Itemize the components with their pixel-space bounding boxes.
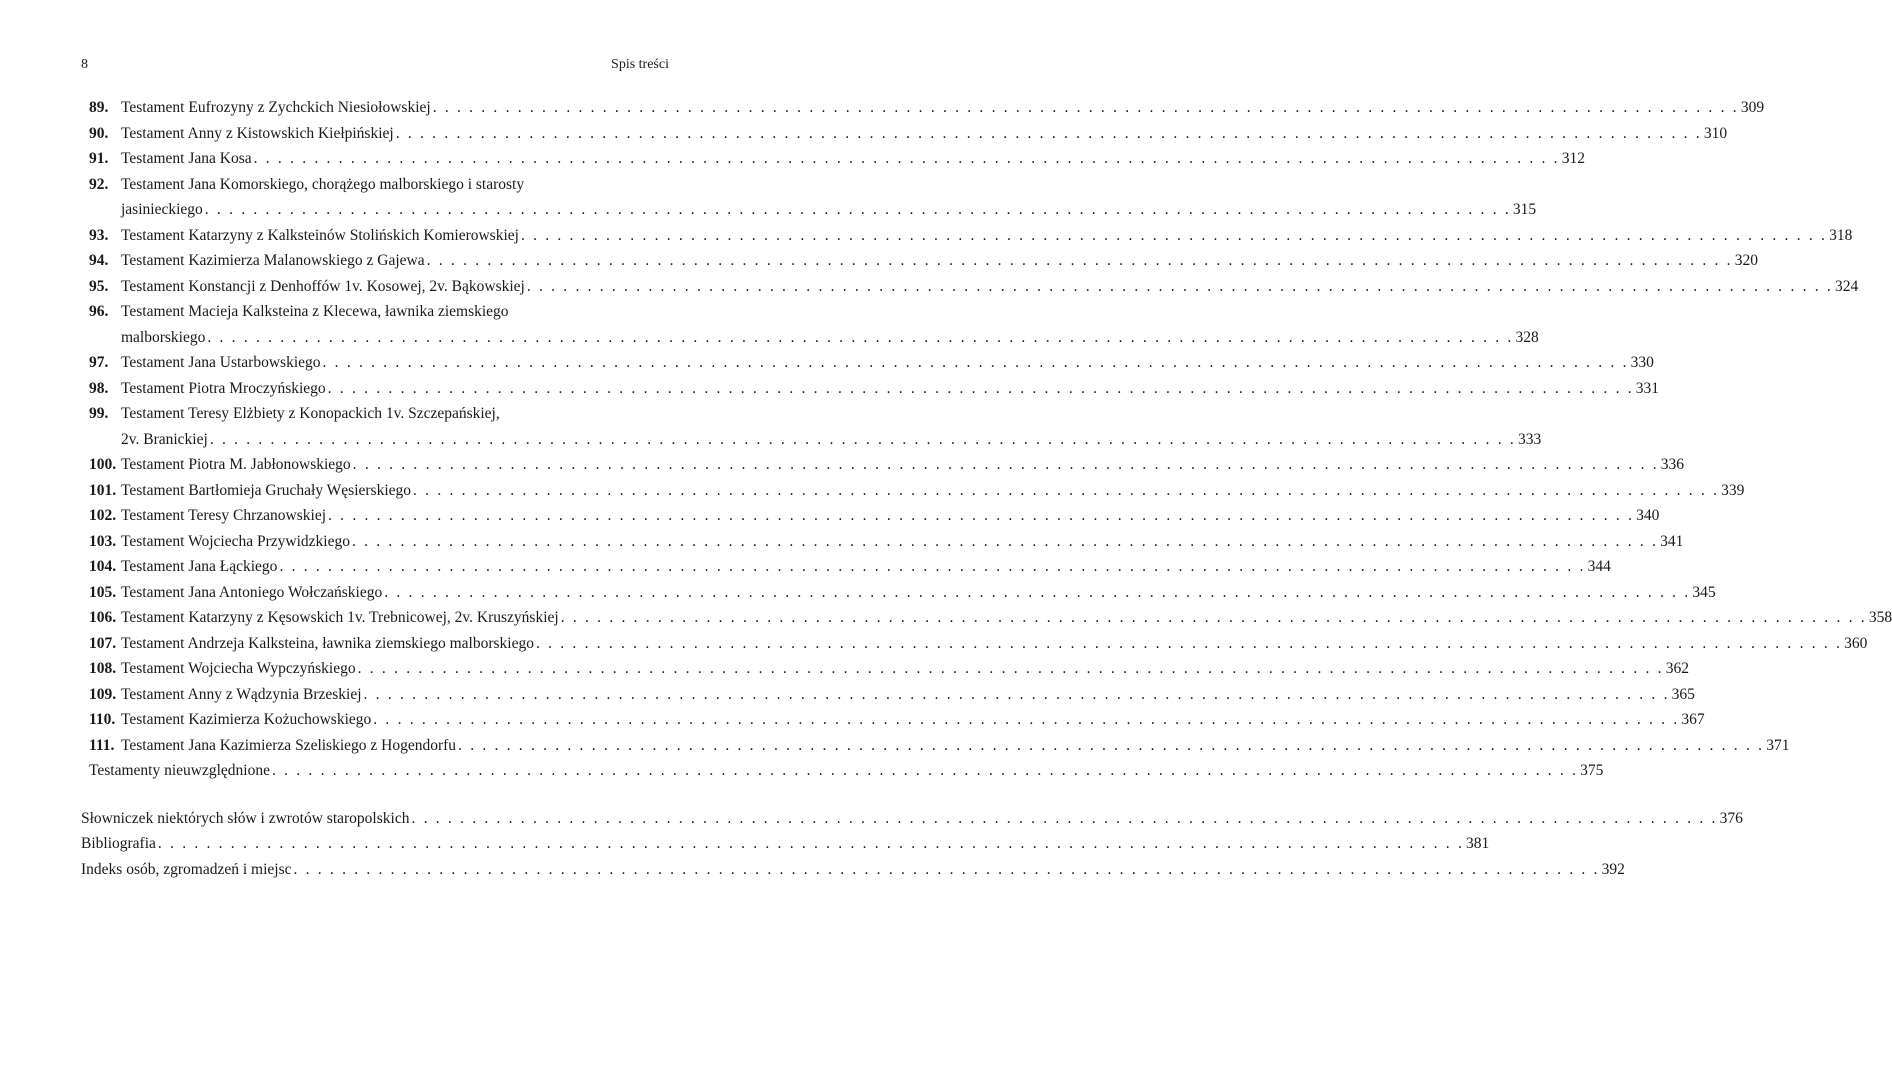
dot-leader: . . . . . . . . . . . . . . . . . . . . . . . . . . . . . . . . . . . . . . . . . . . . . . . . . . . . . . . . . . . . . . . . . . . . . . . . . . . . . . . . . . . . . . . . . . . . . . . . . . . . . . . . . . . . (328, 507, 1635, 524)
dot-leader: . . . . . . . . . . . . . . . . . . . . . . . . . . . . . . . . . . . . . . . . . . . . . . . . . . . . . . . . . . . . . . . . . . . . . . . . . . . . . . . . . . . . . . . . . . . . . . . . . . . . . . . . . . . . (253, 150, 1560, 167)
entry-lines (81, 806, 1743, 832)
dot-leader: . . . . . . . . . . . . . . . . . . . . . . . . . . . . . . . . . . . . . . . . . . . . . . . . . . . . . . . . . . . . . . . . . . . . . . . . . . . . . . . . . . . . . . . . . . . . . . . . . . . . . . . . . . . . (322, 354, 1629, 371)
entry-number: 93. (89, 226, 109, 244)
entry-title: Słowniczek niektórych słów i zwrotów staropolskich (81, 809, 410, 827)
entry-number: 89. (89, 99, 109, 116)
toc-entry (0, 274, 1859, 300)
entry-lines (121, 605, 1892, 631)
entry-title: Testament Wojciecha Wypczyńskiego (121, 660, 356, 677)
entry-lines (121, 478, 1745, 504)
entry-number: 107. (89, 634, 117, 652)
toc-line (121, 478, 1745, 504)
dot-leader: . . . . . . . . . . . . . . . . . . . . . . . . . . . . . . . . . . . . . . . . . . . . . . . . . . . . . . . . . . . . . . . . . . . . . . . . . . . . . . . . . . . . . . . . . . . . . . . . . . . . . . . . . . . . (352, 456, 1659, 473)
dot-leader: . . . . . . . . . . . . . . . . . . . . . . . . . . . . . . . . . . . . . . . . . . . . . . . . . . . . . . . . . . . . . . . . . . . . . . . . . . . . . . . . . . . . . . . . . . . . . . . . . . . . . . . . . . . . (395, 124, 1702, 142)
entry-title: Testament Piotra Mroczyńskiego (121, 379, 326, 397)
dot-leader: . . . . . . . . . . . . . . . . . . . . . . . . . . . . . . . . . . . . . . . . . . . . . . . . . . . . . . . . . . . . . . . . . . . . . . . . . . . . . . . . . . . . . . . . . . . . . . . . . . . . . . . . . . . . (327, 379, 1634, 397)
toc-line (121, 503, 1660, 529)
entry-lines (121, 376, 1660, 402)
entry-number: 111. (89, 736, 115, 754)
entry-page-number: 330 (1630, 354, 1654, 371)
entry-title: Testamenty nieuwzględnione (89, 762, 270, 779)
entry-title: Testament Katarzyny z Kęsowskich 1v. Trebnicowej, 2v. Kruszyńskiej (121, 609, 559, 626)
dot-leader: . . . . . . . . . . . . . . . . . . . . . . . . . . . . . . . . . . . . . . . . . . . . . . . . . . . . . . . . . . . . . . . . . . . . . . . . . . . . . . . . . . . . . . . . . . . . . . . . . . . . . . . . . . . . (458, 736, 1765, 754)
entry-title: malborskiego (121, 328, 206, 346)
toc-line (121, 146, 1585, 172)
running-title: Spis treści (611, 57, 669, 72)
toc-entry-back-matter (0, 857, 1625, 883)
entry-page-number: 371 (1766, 736, 1790, 754)
entry-page-number: 345 (1692, 583, 1716, 601)
entry-number: 90. (89, 124, 109, 142)
toc-entry (0, 452, 1685, 478)
entry-number: 108. (89, 660, 117, 677)
toc-entry (0, 503, 1660, 529)
page-number: 8 (81, 57, 88, 72)
entry-page-number: 392 (1601, 860, 1625, 878)
entry-lines (121, 682, 1695, 708)
entry-title: Testament Andrzeja Kalksteina, ławnika ziemskiego malborskiego (121, 634, 534, 652)
entry-title: Bibliografia (81, 835, 156, 852)
toc-entry (0, 376, 1660, 402)
entry-lines (121, 656, 1689, 682)
toc-entry (0, 350, 1654, 376)
entry-lines (121, 529, 1684, 555)
entry-title: Testament Kazimierza Kożuchowskiego (121, 711, 372, 728)
toc-entry-unconsidered (0, 758, 1604, 784)
dot-leader: . . . . . . . . . . . . . . . . . . . . . . . . . . . . . . . . . . . . . . . . . . . . . . . . . . . . . . . . . . . . . . . . . . . . . . . . . . . . . . . . . . . . . . . . . . . . . . . . . . . . . . . . . . . . (293, 860, 1600, 878)
toc-line (121, 121, 1728, 147)
entry-number: 103. (89, 532, 117, 550)
dot-leader: . . . . . . . . . . . . . . . . . . . . . . . . . . . . . . . . . . . . . . . . . . . . . . . . . . . . . . . . . . . . . . . . . . . . . . . . . . . . . . . . . . . . . . . . . . . . . . . . . . . . . . . . . . . . (413, 481, 1720, 499)
entry-page-number: 310 (1703, 124, 1728, 142)
entry-page-number: 340 (1636, 507, 1660, 524)
toc-entry (0, 172, 1537, 223)
toc-entry (0, 733, 1790, 759)
dot-leader: . . . . . . . . . . . . . . . . . . . . . . . . . . . . . . . . . . . . . . . . . . . . . . . . . . . . . . . . . . . . . . . . . . . . . . . . . . . . . . . . . . . . . . . . . . . . . . . . . . . . . . . . . . . . (520, 226, 1828, 244)
entry-title: Testament Jana Ustarbowskiego (121, 354, 321, 371)
entry-title: Testament Jana Łąckiego (121, 558, 278, 575)
entry-number: 97. (89, 354, 109, 371)
toc-line (121, 656, 1689, 682)
entry-number: 98. (89, 379, 109, 397)
entry-page-number: 328 (1515, 328, 1539, 346)
entry-page-number: 365 (1671, 685, 1695, 703)
toc-entry (0, 95, 1765, 121)
toc-entry-back-matter (0, 831, 1490, 857)
entry-lines (121, 707, 1705, 733)
toc-line (121, 197, 1537, 223)
toc-line (121, 95, 1765, 121)
table-of-contents (0, 95, 1892, 882)
entry-page-number: 341 (1660, 532, 1684, 550)
dot-leader: . . . . . . . . . . . . . . . . . . . . . . . . . . . . . . . . . . . . . . . . . . . . . . . . . . . . . . . . . . . . . . . . . . . . . . . . . . . . . . . . . . . . . . . . . . . . . . . . . . . . . . . . . . . . (411, 809, 1718, 827)
toc-entry (0, 529, 1684, 555)
entry-lines (121, 172, 1537, 223)
entry-title: Testament Anny z Wądzynia Brzeskiej (121, 685, 362, 703)
entry-page-number: 362 (1665, 660, 1689, 677)
entry-page-number: 331 (1635, 379, 1660, 397)
entry-title-line: Testament Teresy Elżbiety z Konopackich 1v. Szczepańskiej, (121, 405, 500, 422)
entry-title: 2v. Branickiej (121, 430, 208, 448)
entry-title: Testament Konstancji z Denhoffów 1v. Kosowej, 2v. Bąkowskiej (121, 277, 525, 295)
entry-page-number: 360 (1844, 634, 1868, 652)
dot-leader: . . . . . . . . . . . . . . . . . . . . . . . . . . . . . . . . . . . . . . . . . . . . . . . . . . . . . . . . . . . . . . . . . . . . . . . . . . . . . . . . . . . . . . . . . . . . . . . . . . . . . . . . . . . . (271, 762, 1579, 779)
entry-lines (121, 503, 1660, 529)
entry-lines (81, 857, 1625, 883)
dot-leader: . . . . . . . . . . . . . . . . . . . . . . . . . . . . . . . . . . . . . . . . . . . . . . . . . . . . . . . . . . . . . . . . . . . . . . . . . . . . . . . . . . . . . . . . . . . . . . . . . . . . . . . . . . . . (560, 609, 1867, 626)
entry-lines (121, 274, 1859, 300)
toc-line (121, 223, 1853, 249)
entry-title-line: Testament Macieja Kalksteina z Klecewa, ławnika ziemskiego (121, 303, 509, 320)
entry-number: 95. (89, 277, 109, 295)
entry-number: 106. (89, 609, 117, 626)
toc-line (121, 376, 1660, 402)
entry-number: 104. (89, 558, 117, 575)
entry-title: Testament Bartłomieja Gruchały Węsierskiego (121, 481, 412, 499)
entry-title: Testament Kazimierza Malanowskiego z Gajewa (121, 252, 425, 269)
toc-line (121, 248, 1758, 274)
toc-line (81, 831, 1490, 857)
toc-line (121, 274, 1859, 300)
entry-title: Testament Katarzyny z Kalksteinów Stolińskich Komierowskiej (121, 226, 519, 244)
entry-lines (121, 580, 1716, 606)
entry-title: Testament Anny z Kistowskich Kiełpińskiej (121, 124, 394, 142)
entry-lines (81, 831, 1490, 857)
entry-lines (121, 121, 1728, 147)
section-gap (0, 784, 748, 806)
entry-number: 92. (89, 175, 109, 193)
entry-page-number: 376 (1719, 809, 1743, 827)
entry-page-number: 381 (1466, 835, 1490, 852)
dot-leader: . . . . . . . . . . . . . . . . . . . . . . . . . . . . . . . . . . . . . . . . . . . . . . . . . . . . . . . . . . . . . . . . . . . . . . . . . . . . . . . . . . . . . . . . . . . . . . . . . . . . . . . . . . . . (384, 583, 1691, 601)
entry-number: 91. (89, 150, 109, 167)
toc-entry-back-matter (0, 806, 1743, 832)
entry-title: Testament Jana Kazimierza Szeliskiego z Hogendorfu (121, 736, 457, 754)
entry-page-number: 309 (1740, 99, 1765, 116)
toc-entry (0, 707, 1705, 733)
toc-entry (0, 631, 1868, 657)
entry-title: Indeks osób, zgromadzeń i miejsc (81, 860, 292, 878)
toc-line (121, 452, 1685, 478)
toc-line (121, 350, 1654, 376)
entry-title: Testament Piotra M. Jabłonowskiego (121, 456, 351, 473)
entry-page-number: 339 (1721, 481, 1745, 499)
dot-leader: . . . . . . . . . . . . . . . . . . . . . . . . . . . . . . . . . . . . . . . . . . . . . . . . . . . . . . . . . . . . . . . . . . . . . . . . . . . . . . . . . . . . . . . . . . . . . . . . . . . . . . . . . . . . (535, 634, 1843, 652)
entry-lines (121, 146, 1585, 172)
toc-entry (0, 682, 1695, 708)
toc-line (81, 857, 1625, 883)
toc-line (121, 554, 1611, 580)
dot-leader: . . . . . . . . . . . . . . . . . . . . . . . . . . . . . . . . . . . . . . . . . . . . . . . . . . . . . . . . . . . . . . . . . . . . . . . . . . . . . . . . . . . . . . . . . . . . . . . . . . . . . . . . . . . . (526, 277, 1833, 295)
entry-page-number: 320 (1734, 252, 1758, 269)
entry-page-number: 318 (1829, 226, 1853, 244)
toc-line (121, 605, 1892, 631)
entry-page-number: 333 (1517, 430, 1542, 448)
toc-line (121, 580, 1716, 606)
dot-leader: . . . . . . . . . . . . . . . . . . . . . . . . . . . . . . . . . . . . . . . . . . . . . . . . . . . . . . . . . . . . . . . . . . . . . . . . . . . . . . . . . . . . . . . . . . . . . . . . . . . . . . . . . . . . (207, 328, 1514, 346)
entry-title-line: Testament Jana Komorskiego, chorążego malborskiego i starosty (121, 175, 525, 193)
dot-leader: . . . . . . . . . . . . . . . . . . . . . . . . . . . . . . . . . . . . . . . . . . . . . . . . . . . . . . . . . . . . . . . . . . . . . . . . . . . . . . . . . . . . . . . . . . . . . . . . . . . . . . . . . . . . (204, 201, 1511, 218)
entry-page-number: 344 (1587, 558, 1611, 575)
toc-line (89, 758, 1604, 784)
toc-entry (0, 223, 1853, 249)
entry-number: 101. (89, 481, 117, 499)
dot-leader: . . . . . . . . . . . . . . . . . . . . . . . . . . . . . . . . . . . . . . . . . . . . . . . . . . . . . . . . . . . . . . . . . . . . . . . . . . . . . . . . . . . . . . . . . . . . . . . . . . . . . . . . . . . . (426, 252, 1733, 269)
entry-page-number: 358 (1868, 609, 1892, 626)
toc-line (121, 529, 1684, 555)
toc-line (121, 707, 1705, 733)
dot-leader: . . . . . . . . . . . . . . . . . . . . . . . . . . . . . . . . . . . . . . . . . . . . . . . . . . . . . . . . . . . . . . . . . . . . . . . . . . . . . . . . . . . . . . . . . . . . . . . . . . . . . . . . . . . . (363, 685, 1670, 703)
entry-page-number: 312 (1561, 150, 1585, 167)
toc-line (121, 733, 1790, 759)
entry-number: 110. (89, 711, 116, 728)
toc-entry (0, 554, 1611, 580)
toc-line (81, 806, 1743, 832)
toc-entry (0, 605, 1892, 631)
entry-page-number: 336 (1660, 456, 1685, 473)
toc-entry (0, 478, 1745, 504)
toc-line (121, 325, 1539, 351)
entry-number: 99. (89, 405, 109, 422)
toc-entry (0, 299, 1539, 350)
entry-title: jasinieckiego (121, 201, 203, 218)
dot-leader: . . . . . . . . . . . . . . . . . . . . . . . . . . . . . . . . . . . . . . . . . . . . . . . . . . . . . . . . . . . . . . . . . . . . . . . . . . . . . . . . . . . . . . . . . . . . . . . . . . . . . . . . . . . . (209, 430, 1516, 448)
entry-number: 100. (89, 456, 117, 473)
entry-page-number: 324 (1834, 277, 1859, 295)
entry-lines (121, 350, 1654, 376)
dot-leader: . . . . . . . . . . . . . . . . . . . . . . . . . . . . . . . . . . . . . . . . . . . . . . . . . . . . . . . . . . . . . . . . . . . . . . . . . . . . . . . . . . . . . . . . . . . . . . . . . . . . . . . . . . . . (432, 99, 1739, 116)
entry-title: Testament Wojciecha Przywidzkiego (121, 532, 350, 550)
entry-lines (121, 733, 1790, 759)
entry-lines (121, 631, 1868, 657)
entry-lines (121, 554, 1611, 580)
entry-page-number: 367 (1681, 711, 1705, 728)
toc-line (121, 682, 1695, 708)
dot-leader: . . . . . . . . . . . . . . . . . . . . . . . . . . . . . . . . . . . . . . . . . . . . . . . . . . . . . . . . . . . . . . . . . . . . . . . . . . . . . . . . . . . . . . . . . . . . . . . . . . . . . . . . . . . . (157, 835, 1465, 852)
entry-lines (121, 401, 1542, 452)
entry-lines (121, 223, 1853, 249)
entry-lines (89, 758, 1604, 784)
entry-title: Testament Teresy Chrzanowskiej (121, 507, 327, 524)
toc-line (121, 427, 1542, 453)
entry-number: 102. (89, 507, 117, 524)
page-header (81, 57, 669, 77)
dot-leader: . . . . . . . . . . . . . . . . . . . . . . . . . . . . . . . . . . . . . . . . . . . . . . . . . . . . . . . . . . . . . . . . . . . . . . . . . . . . . . . . . . . . . . . . . . . . . . . . . . . . . . . . . . . . (357, 660, 1664, 677)
dot-leader: . . . . . . . . . . . . . . . . . . . . . . . . . . . . . . . . . . . . . . . . . . . . . . . . . . . . . . . . . . . . . . . . . . . . . . . . . . . . . . . . . . . . . . . . . . . . . . . . . . . . . . . . . . . . (279, 558, 1586, 575)
entry-title: Testament Jana Antoniego Wołczańskiego (121, 583, 383, 601)
toc-entry (0, 146, 1585, 172)
toc-line (121, 631, 1868, 657)
entry-lines (121, 299, 1539, 350)
entry-title: Testament Jana Kosa (121, 150, 252, 167)
toc-entry (0, 121, 1728, 147)
toc-entry (0, 656, 1689, 682)
toc-entry (0, 401, 1542, 452)
toc-entry (0, 580, 1716, 606)
entry-lines (121, 452, 1685, 478)
entry-page-number: 315 (1512, 201, 1537, 218)
entry-number: 96. (89, 303, 109, 320)
entry-title: Testament Eufrozyny z Zychckich Niesiołowskiej (121, 99, 431, 116)
dot-leader: . . . . . . . . . . . . . . . . . . . . . . . . . . . . . . . . . . . . . . . . . . . . . . . . . . . . . . . . . . . . . . . . . . . . . . . . . . . . . . . . . . . . . . . . . . . . . . . . . . . . . . . . . . . . (373, 711, 1680, 728)
entry-page-number: 375 (1580, 762, 1604, 779)
entry-lines (121, 248, 1758, 274)
entry-number: 105. (89, 583, 117, 601)
toc-entry (0, 248, 1758, 274)
entry-number: 109. (89, 685, 117, 703)
entry-lines (121, 95, 1765, 121)
entry-number: 94. (89, 252, 109, 269)
dot-leader: . . . . . . . . . . . . . . . . . . . . . . . . . . . . . . . . . . . . . . . . . . . . . . . . . . . . . . . . . . . . . . . . . . . . . . . . . . . . . . . . . . . . . . . . . . . . . . . . . . . . . . . . . . . . (351, 532, 1659, 550)
